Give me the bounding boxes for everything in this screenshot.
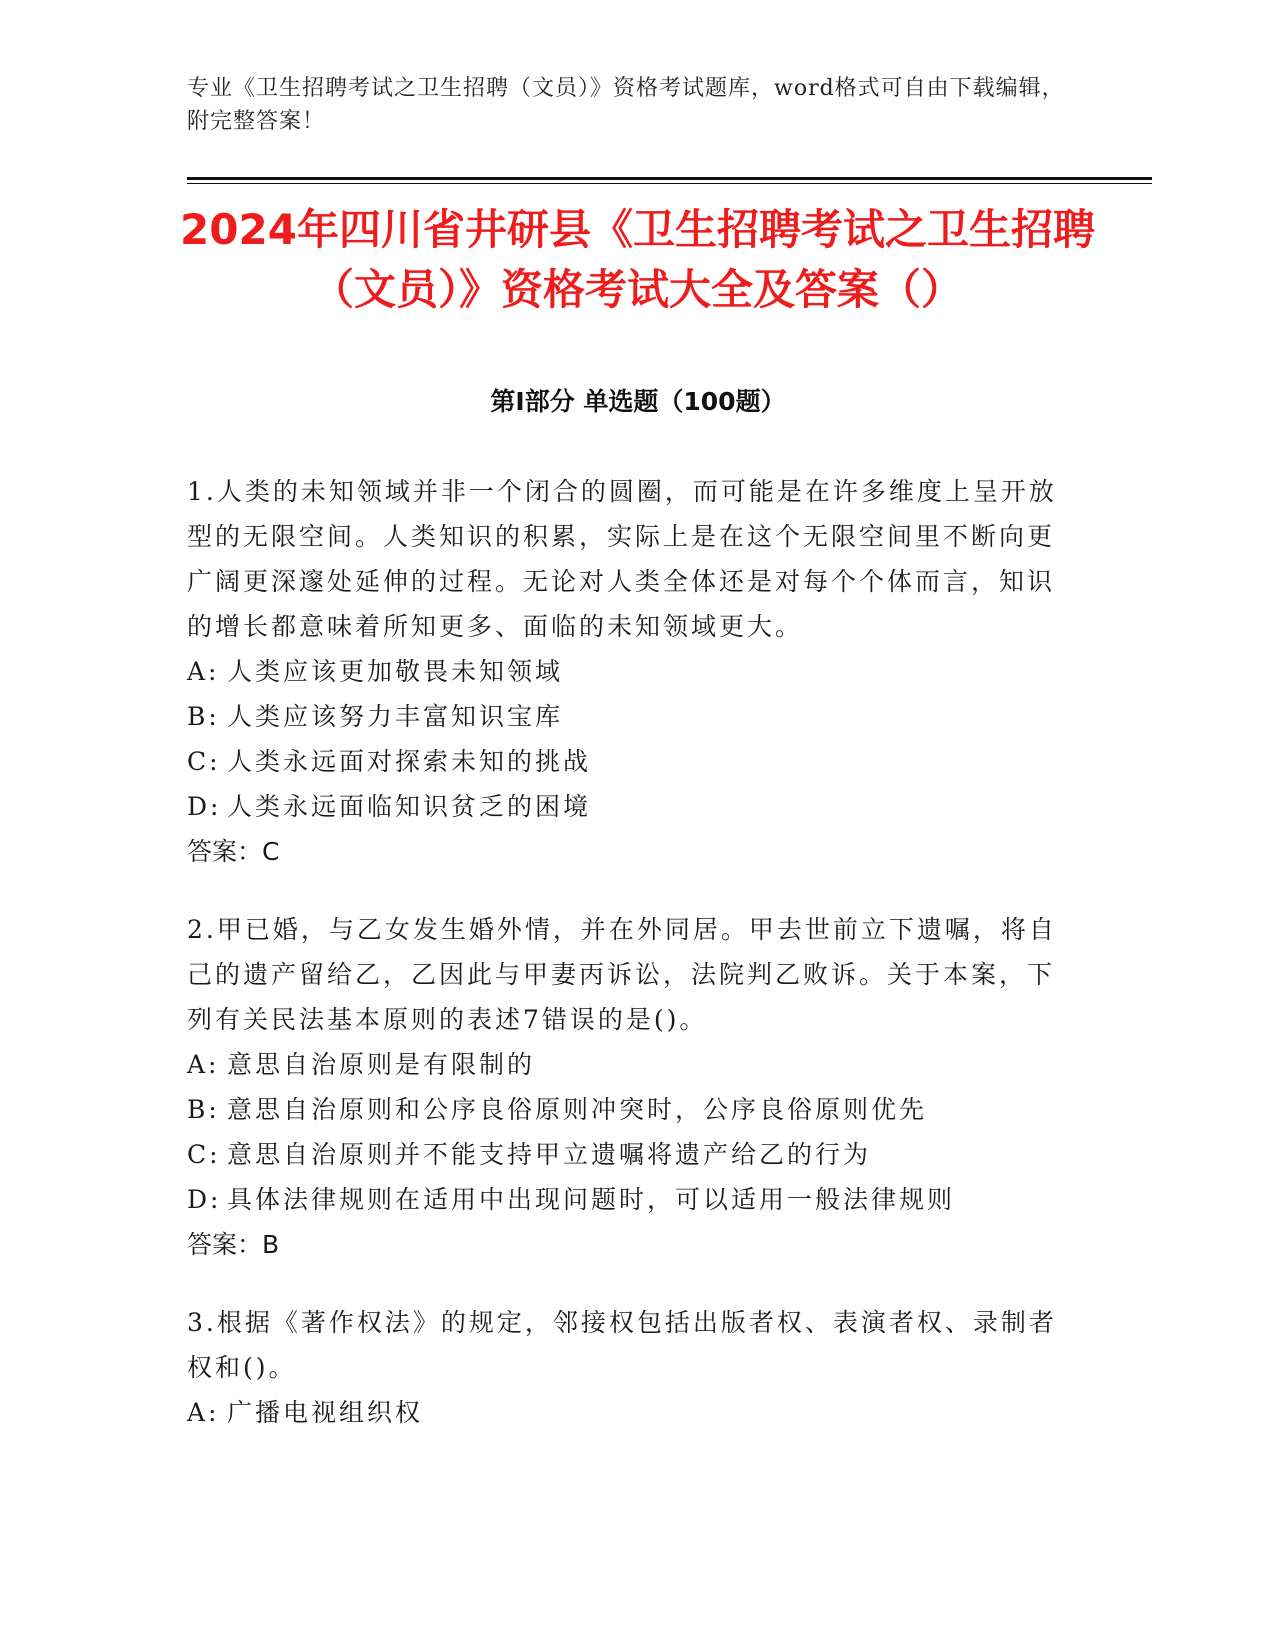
- option-key: A:: [187, 657, 220, 686]
- option-text: 人类永远面临知识贫乏的困境: [227, 792, 592, 821]
- option-key: D:: [187, 1185, 222, 1214]
- header-divider-thin: [187, 183, 1152, 184]
- option-text: 具体法律规则在适用中出现问题时，可以适用一般法律规则: [227, 1185, 956, 1214]
- answer-prefix: 答案：: [187, 837, 263, 866]
- option-text: 意思自治原则和公序良俗原则冲突时，公序良俗原则优先: [227, 1095, 928, 1124]
- option-key: B:: [187, 702, 220, 731]
- question-stem: 1.人类的未知领域并非一个闭合的圆圈，而可能是在许多维度上呈开放型的无限空间。人类知识的积累，实际上是在这个无限空间里不断向更广阔更深邃处延伸的过程。无论对人类全体还是对每个个体而言，知识的增长都意味着所知更多、面临的未知领域更大。: [187, 477, 1057, 641]
- document-title: 2024年四川省井研县《卫生招聘考试之卫生招聘（文员）》资格考试大全及答案（）: [180, 205, 1095, 314]
- header-divider-thick: [187, 177, 1152, 180]
- option-a: [187, 1042, 1067, 1087]
- section-heading: 第Ⅰ部分 单选题（100题）: [490, 387, 786, 416]
- option-text: 人类应该努力丰富知识宝库: [227, 702, 564, 731]
- option-text: 人类永远面对探索未知的挑战: [227, 747, 592, 776]
- option-key: A:: [187, 1398, 220, 1427]
- question-stem: 3.根据《著作权法》的规定，邻接权包括出版者权、表演者权、录制者权和()。: [187, 1308, 1057, 1382]
- option-key: A:: [187, 1050, 220, 1079]
- header-note: 专业《卫生招聘考试之卫生招聘（文员）》资格考试题库，word格式可自由下载编辑，附完整答案！: [187, 76, 1065, 134]
- option-c: [187, 1132, 1067, 1177]
- answer-value: C: [262, 837, 280, 866]
- answer-value: B: [262, 1230, 280, 1259]
- question-stem: 2.甲已婚，与乙女发生婚外情，并在外同居。甲去世前立下遗嘱，将自己的遗产留给乙，乙因此与甲妻丙诉讼，法院判乙败诉。关于本案，下列有关民法基本原则的表述7错误的是()。: [187, 915, 1057, 1034]
- option-a: [187, 1390, 1067, 1435]
- option-d: [187, 784, 1067, 829]
- option-d: [187, 1177, 1067, 1222]
- option-key: D:: [187, 792, 222, 821]
- option-text: 意思自治原则并不能支持甲立遗嘱将遗产给乙的行为: [227, 1140, 872, 1169]
- option-c: [187, 739, 1067, 784]
- option-key: B:: [187, 1095, 220, 1124]
- answer-line: [187, 829, 1067, 874]
- option-text: 广播电视组织权: [227, 1398, 424, 1427]
- option-text: 意思自治原则是有限制的: [227, 1050, 536, 1079]
- question-1: [187, 469, 1067, 874]
- answer-line: [187, 1222, 1067, 1267]
- option-a: [187, 649, 1067, 694]
- option-key: C:: [187, 747, 221, 776]
- question-2: [187, 907, 1067, 1267]
- option-b: [187, 1087, 1067, 1132]
- option-b: [187, 694, 1067, 739]
- answer-prefix: 答案：: [187, 1230, 263, 1259]
- option-text: 人类应该更加敬畏未知领域: [227, 657, 564, 686]
- question-3: [187, 1300, 1067, 1435]
- option-key: C:: [187, 1140, 221, 1169]
